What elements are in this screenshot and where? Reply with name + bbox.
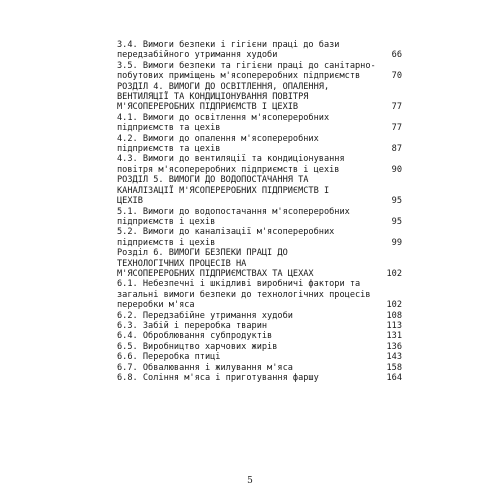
table-of-contents [117,40,402,383]
toc-entry-line: 6.6. Переробка птиці [117,352,221,363]
toc-entry-page-number: 158 [386,362,402,373]
toc-entry-line: підприємств і цехів [117,216,216,227]
toc-entry-page-number: 90 [391,164,402,175]
toc-entry [117,113,402,134]
toc-entry-page-number: 95 [391,216,402,227]
toc-entry-page-number: 87 [391,144,402,155]
toc-entry-line: підприємств і цехів [117,237,216,248]
toc-entry-page-number: 70 [391,71,402,82]
toc-entry-page-number: 113 [386,320,402,331]
toc-entry-line: РОЗДІЛ 5. ВИМОГИ ДО ВОДОПОСТАЧАННЯ ТА [117,175,309,186]
toc-entry-page-number: 66 [391,50,402,61]
toc-entry [117,227,402,248]
toc-entry-page-number: 77 [391,102,402,113]
toc-entry [117,279,402,310]
toc-entry-line: 6.5. Виробництво харчових жирів [117,341,278,352]
toc-entry [117,363,402,373]
toc-entry-page-number: 95 [391,196,402,207]
toc-entry-line: передзабійного утримання худоби [117,50,278,61]
toc-entry-page-number: 99 [391,237,402,248]
toc-entry-line: підприємств та цехів [117,144,221,155]
toc-entry-page-number: 102 [386,268,402,279]
toc-entry-page-number: 143 [386,352,402,363]
toc-entry-line: М'ЯСОПЕРЕРОБНИХ ПІДПРИЄМСТВАХ ТА ЦЕХАХ [117,268,314,279]
toc-entry [117,175,402,206]
toc-entry-line: РОЗДІЛ 4. ВИМОГИ ДО ОСВІТЛЕННЯ, ОПАЛЕННЯ, [117,81,330,92]
toc-entry-page-number: 77 [391,123,402,134]
toc-entry-line: 5.1. Вимоги до водопостачання м'ясопереробних [117,206,350,217]
toc-entry-line: побутових приміщень м'ясопереробних підприємств [117,71,361,82]
toc-entry [117,311,402,321]
toc-entry-line: 4.2. Вимоги до опалення м'ясопереробних [117,133,319,144]
toc-entry-line: загальні вимоги безпеки до технологічних процесів [117,289,371,300]
toc-entry-page-number: 108 [386,310,402,321]
toc-entry-line: ВЕНТИЛЯЦІЇ ТА КОНДИЦІОНУВАННЯ ПОВІТРЯ [117,92,309,103]
toc-entry-page-number: 164 [386,373,402,383]
toc-entry-line: 6.1. Небезпечні і шкідливі виробничі фактори та [117,279,361,290]
toc-entry-line: 6.4. Оброблювання субпродуктів [117,331,273,342]
toc-entry-line: 4.3. Вимоги до вентиляції та кондиціонування [117,154,345,165]
toc-entry [117,331,402,341]
toc-entry [117,248,402,279]
toc-entry [117,82,402,113]
toc-entry-line: 4.1. Вимоги до освітлення м'ясопереробних [117,112,330,123]
toc-entry [117,154,402,175]
toc-entry-line: ТЕХНОЛОГІЧНИХ ПРОЦЕСІВ НА [117,258,247,269]
toc-entry-line: 6.7. Обвалювання і жилування м'яса [117,362,293,373]
toc-entry [117,342,402,352]
toc-entry-page-number: 102 [386,300,402,311]
toc-entry-page-number: 131 [386,331,402,342]
toc-entry [117,40,402,61]
toc-entry-line: ЦЕХІВ [117,196,143,207]
toc-entry [117,352,402,362]
toc-entry [117,321,402,331]
toc-entry-line: переробки м'яса [117,300,195,311]
toc-entry-line: КАНАЛІЗАЦІЇ М'ЯСОПЕРЕРОБНИХ ПІДПРИЄМСТВ І [117,185,330,196]
toc-entry-page-number: 136 [386,341,402,352]
toc-entry [117,207,402,228]
toc-entry-line: 3.4. Вимоги безпеки і гігієни праці до бази [117,40,340,50]
toc-entry-line: Розділ 6. ВИМОГИ БЕЗПЕКИ ПРАЦІ ДО [117,248,288,259]
toc-entry [117,61,402,82]
toc-entry [117,134,402,155]
toc-entry-line: підприємств та цехів [117,123,221,134]
toc-entry-line: 6.2. Передзабійне утримання худоби [117,310,293,321]
toc-entry-line: 3.5. Вимоги безпеки та гігієни праці до санітарно- [117,60,376,71]
toc-entry-line: повітря м'ясопереробних підприємств і цехів [117,164,340,175]
toc-entry-line: 6.8. Соління м'яса і приготування фаршу [117,373,319,383]
toc-entry-line: М'ЯСОПЕРЕРОБНИХ ПІДПРИЄМСТВ І ЦЕХІВ [117,102,299,113]
toc-entry-line: 5.2. Вимоги до каналізації м'ясопереробних [117,227,335,238]
toc-entry [117,373,402,383]
page-number: 5 [247,476,253,486]
toc-entry-line: 6.3. Забій і переробка тварин [117,320,268,331]
